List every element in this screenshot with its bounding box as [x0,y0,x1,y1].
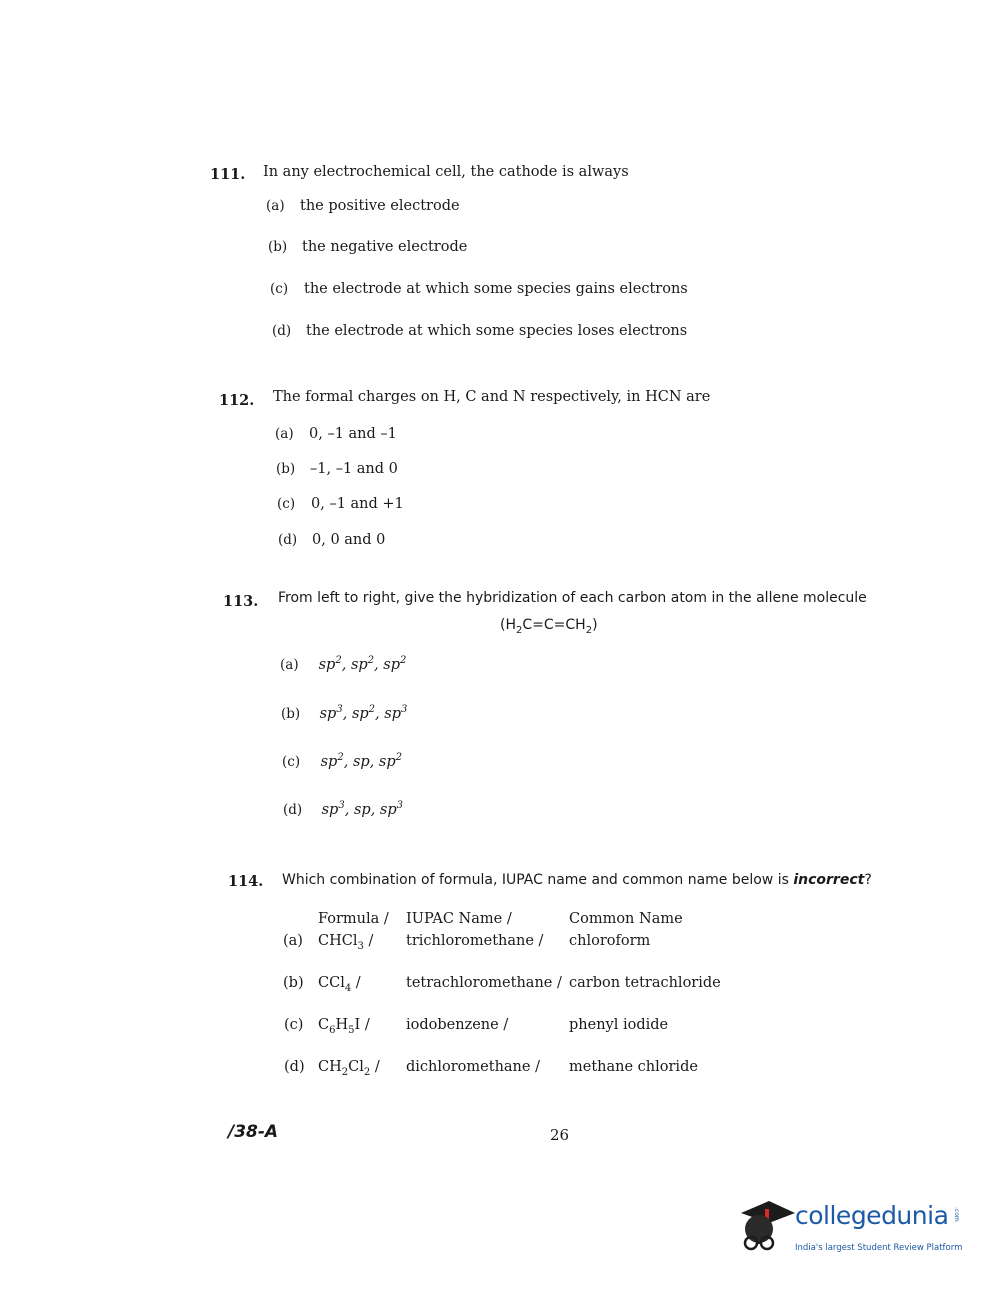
option-label: (d) [283,801,303,818]
mascot-icon [735,1195,797,1257]
brand-domain: .com [953,1207,960,1222]
question-text: In any electrochemical cell, the cathode is always [263,164,629,180]
question-text: From left to right, give the hybridization of each carbon atom in the allene molecule [278,590,867,606]
option-label: (c) [270,281,289,297]
option-label: (b) [281,705,301,722]
common-name: chloroform [569,933,651,949]
option-label: (c) [277,496,296,512]
iupac-name: iodobenzene / [406,1017,509,1033]
question-number: 113. [223,593,259,610]
option-label: (c) [284,1017,304,1033]
option-d [272,323,687,339]
option-text: the electrode at which some species gains electrons [304,281,688,297]
option-text: $sp^3$, $sp^2$, $sp^3$ [319,704,408,722]
option-label: (d) [278,532,298,548]
option-text: 0, –1 and –1 [309,426,397,442]
option-text: the electrode at which some species loses electrons [306,323,688,339]
question-number: 112. [219,392,255,409]
option-label: (b) [276,461,296,477]
iupac-name: trichloromethane / [406,933,544,949]
formula: $C_6H_5I$ / [318,1017,370,1036]
option-text: $sp^2$, $sp^2$, $sp^2$ [318,655,407,673]
common-name: methane chloride [569,1059,698,1075]
header-common: Common Name [569,911,683,927]
option-b [276,461,398,477]
option-label: (a) [280,656,299,673]
option-label: (a) [283,933,303,949]
iupac-name: dichloromethane / [406,1059,540,1075]
option-label: (b) [268,239,288,255]
question-text: Which combination of formula, IUPAC name and common name below is incorrect? [282,872,872,888]
allene-formula: $(H_2C=C=CH_2)$ [500,617,598,636]
option-c [282,752,402,770]
option-text: 0, –1 and +1 [311,496,404,512]
option-b [281,704,407,722]
tagline: India's largest Student Review Platform [795,1243,963,1253]
brand-name: collegedunia [795,1201,949,1230]
option-label: (b) [283,975,304,991]
option-text: $sp^2$, sp, $sp^2$ [320,752,402,770]
page-number: 26 [550,1126,570,1144]
option-text: the negative electrode [302,239,468,255]
option-label: (d) [272,323,292,339]
option-label: (c) [282,753,301,770]
option-text: $sp^3$, sp, $sp^3$ [321,800,403,818]
option-a [275,426,397,442]
option-a [266,198,460,214]
option-label: (a) [266,198,285,214]
option-d [278,532,385,548]
option-d [283,800,403,818]
option-label: (d) [284,1059,305,1075]
option-text: 0, 0 and 0 [312,532,386,548]
option-c [277,496,404,512]
formula: CCl$_4$ / [318,975,361,994]
question-number: 111. [210,166,246,183]
option-text: the positive electrode [300,198,460,214]
collegedunia-logo [735,1195,965,1265]
option-text: –1, –1 and 0 [310,461,398,477]
common-name: phenyl iodide [569,1017,669,1033]
option-a [280,655,406,673]
iupac-name: tetrachloromethane / [406,975,562,991]
header-iupac: IUPAC Name / [406,911,512,927]
question-text: The formal charges on H, C and N respectively, in HCN are [273,389,711,405]
paper-code: /38-A [228,1122,279,1142]
formula: CHCl$_3$ / [318,933,374,952]
header-formula: Formula / [318,911,389,927]
option-label: (a) [275,426,294,442]
question-number: 114. [228,873,264,890]
formula: $CH_2Cl_2$ / [318,1059,380,1078]
common-name: carbon tetrachloride [569,975,721,991]
option-b [268,239,467,255]
option-c [270,281,688,297]
